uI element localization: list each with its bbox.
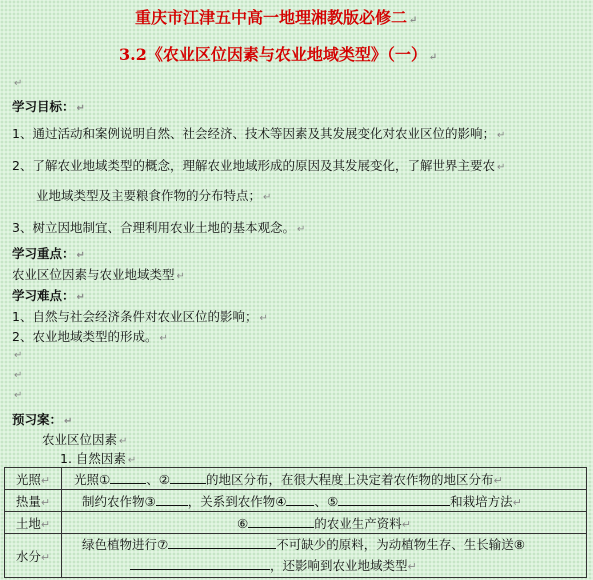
paragraph-mark: ↵ xyxy=(14,390,23,401)
blank-5[interactable] xyxy=(338,492,450,506)
row-label-land: 土地↵ xyxy=(5,512,62,534)
blank-6[interactable] xyxy=(248,514,314,528)
objective-item-2-line-2: 业地域类型及主要粮食作物的分布特点； ↵ xyxy=(36,188,272,203)
paragraph-mark: ↵ xyxy=(14,78,23,89)
blank-2[interactable] xyxy=(170,470,206,484)
row-label-water: 水分↵ xyxy=(5,534,62,578)
preview-subheading-2: 1. 自然因素 ↵ xyxy=(60,451,137,466)
blank-4[interactable] xyxy=(286,492,314,506)
paragraph-mark: ↵ xyxy=(14,350,23,361)
difficulty-item-1: 1、自然与社会经济条件对农业区位的影响； ↵ xyxy=(12,309,268,324)
blank-7[interactable] xyxy=(168,535,276,549)
key-points-text: 农业区位因素与农业地域类型 ↵ xyxy=(12,267,185,282)
paragraph-mark: ↵ xyxy=(14,370,23,381)
natural-factors-table xyxy=(4,467,587,578)
preview-subheading-1: 农业区位因素 ↵ xyxy=(42,432,128,447)
document-subtitle: 3.2《农业区位因素与农业地域类型》（一） ↵ xyxy=(119,45,438,64)
table-row-light xyxy=(5,468,587,490)
difficulty-item-2: 2、农业地域类型的形成。 ↵ xyxy=(12,329,168,344)
blank-8[interactable] xyxy=(130,556,270,570)
row-content-heat: 制约农作物③ ，关系到农作物④ 、⑤ 和栽培方法↵ xyxy=(62,490,587,512)
row-label-heat: 热量↵ xyxy=(5,490,62,512)
table-row-land xyxy=(5,512,587,534)
table-row-water xyxy=(5,534,587,578)
difficulties-heading: 学习难点： ↵ xyxy=(12,288,85,303)
row-content-land: ⑥ 的农业生产资料↵ xyxy=(62,512,587,534)
document-title: 重庆市江津五中高一地理湘教版必修二 ↵ xyxy=(135,8,418,27)
objective-item-3: 3、树立因地制宜、合理利用农业土地的基本观念。 ↵ xyxy=(12,220,306,235)
row-label-light: 光照↵ xyxy=(5,468,62,490)
blank-3[interactable] xyxy=(156,492,188,506)
row-content-water: 绿色植物进行⑦ 不可缺少的原料，为动植物生存、生长输送⑧ ，还影响到农业地域类型↵ xyxy=(62,534,587,578)
objectives-heading: 学习目标： ↵ xyxy=(12,99,85,114)
objective-item-1: 1、通过活动和案例说明自然、社会经济、技术等因素及其发展变化对农业区位的影响； ↵ xyxy=(12,126,506,141)
key-points-heading: 学习重点： ↵ xyxy=(12,246,85,261)
preview-heading: 预习案： ↵ xyxy=(12,412,73,427)
blank-1[interactable] xyxy=(110,470,146,484)
table-row-heat xyxy=(5,490,587,512)
row-content-light: 光照① 、② 的地区分布，在很大程度上决定着农作物的地区分布↵ xyxy=(62,468,587,490)
objective-item-2-line-1: 2、了解农业地域类型的概念，理解农业地域形成的原因及其发展变化，了解世界主要农 ↵ xyxy=(12,158,506,173)
